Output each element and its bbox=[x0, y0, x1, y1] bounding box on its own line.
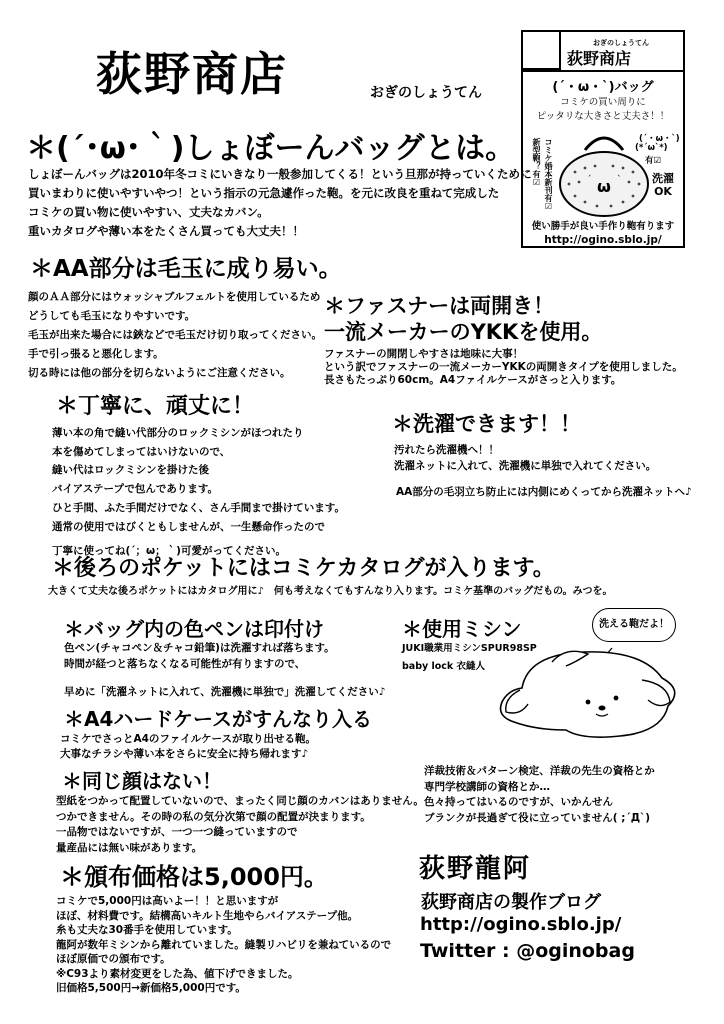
author-note-line: 専門学校講師の資格とか… bbox=[424, 780, 550, 793]
careful-line: 縫い代はロックミシンを掛けた後 bbox=[52, 464, 210, 477]
aa-heading: ＊AA部分は毛玉に成り易い。 bbox=[30, 256, 342, 282]
intro-line: 買いまわりに使いやすいやつ！という指示の元急遽作った鞄。を元に改良を重ねて完成した bbox=[28, 186, 500, 200]
box-tagline-1: コミケの買い周りに bbox=[560, 97, 646, 108]
box-face-2: (*´ω`*) bbox=[635, 143, 668, 153]
pen-line: 時間が経つと落ちなくなる可能性が有りますので、 bbox=[64, 658, 306, 670]
pen-text bbox=[64, 640, 335, 672]
blog-title: 荻野商店の製作ブログ bbox=[421, 892, 601, 913]
unique-line: 量産品には無い味があります。 bbox=[56, 841, 203, 854]
author-note-line: ブランクが長過ぎて役に立っていません( ;´Д`) bbox=[424, 811, 651, 824]
pen-line: 色ペン(チャコペン＆チャコ鉛筆)は洗濯すれば落ちます。 bbox=[64, 642, 335, 654]
author-note-line: 色々持ってはいるのですが、いかんせん bbox=[424, 796, 613, 808]
pen-note: 早めに「洗濯ネットに入れて、洗濯機に単独で」洗濯してください♪ bbox=[64, 686, 386, 698]
pocket-text: 大きくて丈夫な後ろポケットにはカタログ用に♪ 何も考えなくてもすんなり入ります。コミケ基準のバッグだもの。みつを。 bbox=[48, 586, 613, 597]
washable-line: 洗濯ネットに入れて、洗濯機に単独で入れてください。 bbox=[394, 460, 657, 472]
pen-heading: ＊バッグ内の色ペンは印付け bbox=[64, 617, 324, 641]
machine-heading: ＊使用ミシン bbox=[402, 617, 522, 641]
careful-line: 丁寧に使ってね(´；ω；｀)可愛がってください。 bbox=[52, 545, 286, 558]
careful-line: 本を傷めてしまってはいけないので、 bbox=[52, 445, 231, 458]
dog-mascot-icon bbox=[492, 640, 692, 744]
careful-line: ひと手間、ふた手間だけでなく、さん手間まで掛けています。 bbox=[52, 501, 345, 514]
price-line: コミケで5,000円は高いよー！！と思いますが bbox=[56, 895, 279, 907]
washable-text bbox=[394, 442, 656, 474]
unique-heading: ＊同じ顔はない！ bbox=[62, 769, 222, 793]
author-note bbox=[424, 764, 655, 826]
fastener-line: ファスナーの開閉しやすさは地味に大事！ bbox=[324, 348, 524, 360]
intro-line: 重いカタログや薄い本をたくさん買っても大丈夫！！ bbox=[28, 224, 304, 238]
machine-line: baby lock 衣縫人 bbox=[402, 661, 486, 672]
price-line: ほぼ原価での頒布です。 bbox=[56, 953, 171, 965]
fastener-line: という訳でファスナーの一流メーカーYKKの両開きタイプを使用しました。 bbox=[324, 361, 683, 373]
pocket-heading: ＊後ろのポケットにはコミケカタログが入ります。 bbox=[52, 556, 555, 581]
price-line: 龍阿が数年ミシンから離れていました。縫製リハビリを兼ねているので bbox=[56, 938, 392, 951]
fastener-text bbox=[324, 348, 683, 387]
intro-heading: ＊(´･ω･｀)しょぼーんバッグとは。 bbox=[26, 131, 516, 166]
author-note-line: 洋裁技術＆パターン検定、洋裁の先生の資格とか bbox=[424, 765, 655, 777]
price-line: 糸も丈夫な30番手を使用しています。 bbox=[56, 924, 238, 936]
box-url: http://ogino.sblo.jp/ bbox=[544, 234, 662, 246]
box-divider bbox=[523, 70, 683, 72]
blog-url-link[interactable]: http://ogino.sblo.jp/ bbox=[420, 914, 622, 935]
aa-line: 顔のＡＡ部分にはウォッシャブルフェルトを使用しているため bbox=[28, 291, 321, 303]
a4-heading: ＊A4ハードケースがすんなり入る bbox=[64, 707, 372, 731]
intro-line: しょぼーんバッグは2010年冬コミにいきなり一般参加してくる！という旦那が持っていくために bbox=[28, 167, 532, 181]
fastener-heading-2: 一流メーカーのYKKを使用。 bbox=[324, 320, 603, 344]
box-has-label: 有☑ bbox=[645, 156, 662, 166]
price-line: ほぼ、材料費です。結構高いキルト生地やらバイアステープ他。 bbox=[56, 909, 359, 922]
aa-line: 手で引っ張ると悪化します。 bbox=[28, 348, 164, 360]
unique-text bbox=[56, 794, 424, 856]
price-line: 旧価格5,500円→新価格5,000円です。 bbox=[56, 982, 246, 994]
box-shop-name: 荻野商店 bbox=[567, 49, 632, 68]
aa-text bbox=[28, 288, 322, 383]
unique-line: つかできません。その時の私の気分次第で顔の配置が決まります。 bbox=[56, 810, 371, 823]
careful-line: 通常の使用ではびくともしませんが、一生懸命作ったので bbox=[52, 520, 325, 533]
careful-line: バイアステープで包んであります。 bbox=[52, 483, 219, 496]
speech-bubble: 洗える鞄だよ！ bbox=[592, 608, 676, 642]
svg-text:ω: ω bbox=[597, 177, 611, 196]
aa-line: どうしても毛玉になりやすいです。 bbox=[28, 310, 196, 322]
unique-line: 型紙をつかって配置していないので、まったく同じ顔のカバンはありません。 bbox=[56, 795, 424, 807]
box-vertical-text-1: 新型鞄？有☑ bbox=[532, 138, 541, 187]
twitter-handle-link[interactable]: Twitter : @oginobag bbox=[420, 940, 635, 962]
careful-heading: ＊丁寧に、頑丈に！ bbox=[56, 394, 255, 419]
unique-line: 一品物ではないですが、一つ一つ縫っていますので bbox=[56, 826, 298, 838]
svg-text:`: ` bbox=[617, 175, 622, 185]
box-face-1: (´・ω・`) bbox=[639, 134, 680, 144]
box-vertical-text-2: コミケ婚本新刊有☑ bbox=[544, 138, 553, 211]
box-wash-ok: 洗濯OK bbox=[652, 172, 674, 198]
intro-text bbox=[28, 165, 532, 241]
intro-line: コミケの買い物に使いやすい、丈夫なカバン。 bbox=[28, 205, 269, 219]
price-heading: ＊頒布価格は5,000円。 bbox=[60, 863, 328, 891]
fastener-line: 長さもたっぷり60cm。A4ファイルケースがさっと入ります。 bbox=[324, 374, 622, 386]
machine-line: JUKI職業用ミシンSPUR98SP bbox=[402, 643, 537, 654]
price-text bbox=[56, 894, 391, 996]
aa-line: 毛玉が出来た場合には鋏などで毛玉だけ切り取ってください。 bbox=[28, 329, 322, 341]
careful-text bbox=[52, 424, 345, 561]
box-footer-text: 使い勝手が良い手作り鞄有ります bbox=[531, 221, 675, 232]
washable-note: AA部分の毛羽立ち防止には内側にめくってから洗濯ネットへ♪ bbox=[396, 486, 692, 498]
circle-space-corner bbox=[523, 32, 561, 70]
aa-line: 切る時には他の部分を切らないようにご注意ください。 bbox=[28, 367, 291, 379]
box-title: (´・ω・`)バッグ bbox=[552, 80, 654, 95]
author-name: 荻野龍阿 bbox=[419, 854, 532, 884]
shop-title-kana: おぎのしょうてん bbox=[370, 85, 482, 101]
price-line: ※C93より素材変更をした為、値下げできました。 bbox=[56, 967, 299, 980]
box-tagline-2: ピッタリな大きさと丈夫さ！！ bbox=[536, 111, 670, 122]
a4-text bbox=[60, 732, 316, 762]
catalog-cut-box bbox=[521, 30, 685, 248]
shop-title: 荻野商店 bbox=[96, 47, 288, 101]
washable-line: 汚れたら洗濯機へ！！ bbox=[394, 444, 499, 456]
svg-text:´: ´ bbox=[587, 175, 592, 185]
fastener-heading-1: ＊ファスナーは両開き！ bbox=[324, 294, 555, 318]
careful-line: 薄い本の角で縫い代部分のロックミシンがほつれたり bbox=[52, 427, 304, 439]
washable-heading: ＊洗濯できます！！ bbox=[392, 412, 581, 436]
a4-line: 大事なチラシや薄い本をさらに安全に持ち帰れます♪ bbox=[60, 748, 309, 760]
a4-line: コミケでさっとA4のファイルケースが取り出せる鞄。 bbox=[60, 733, 316, 745]
box-shop-kana: おぎのしょうてん bbox=[593, 39, 649, 47]
